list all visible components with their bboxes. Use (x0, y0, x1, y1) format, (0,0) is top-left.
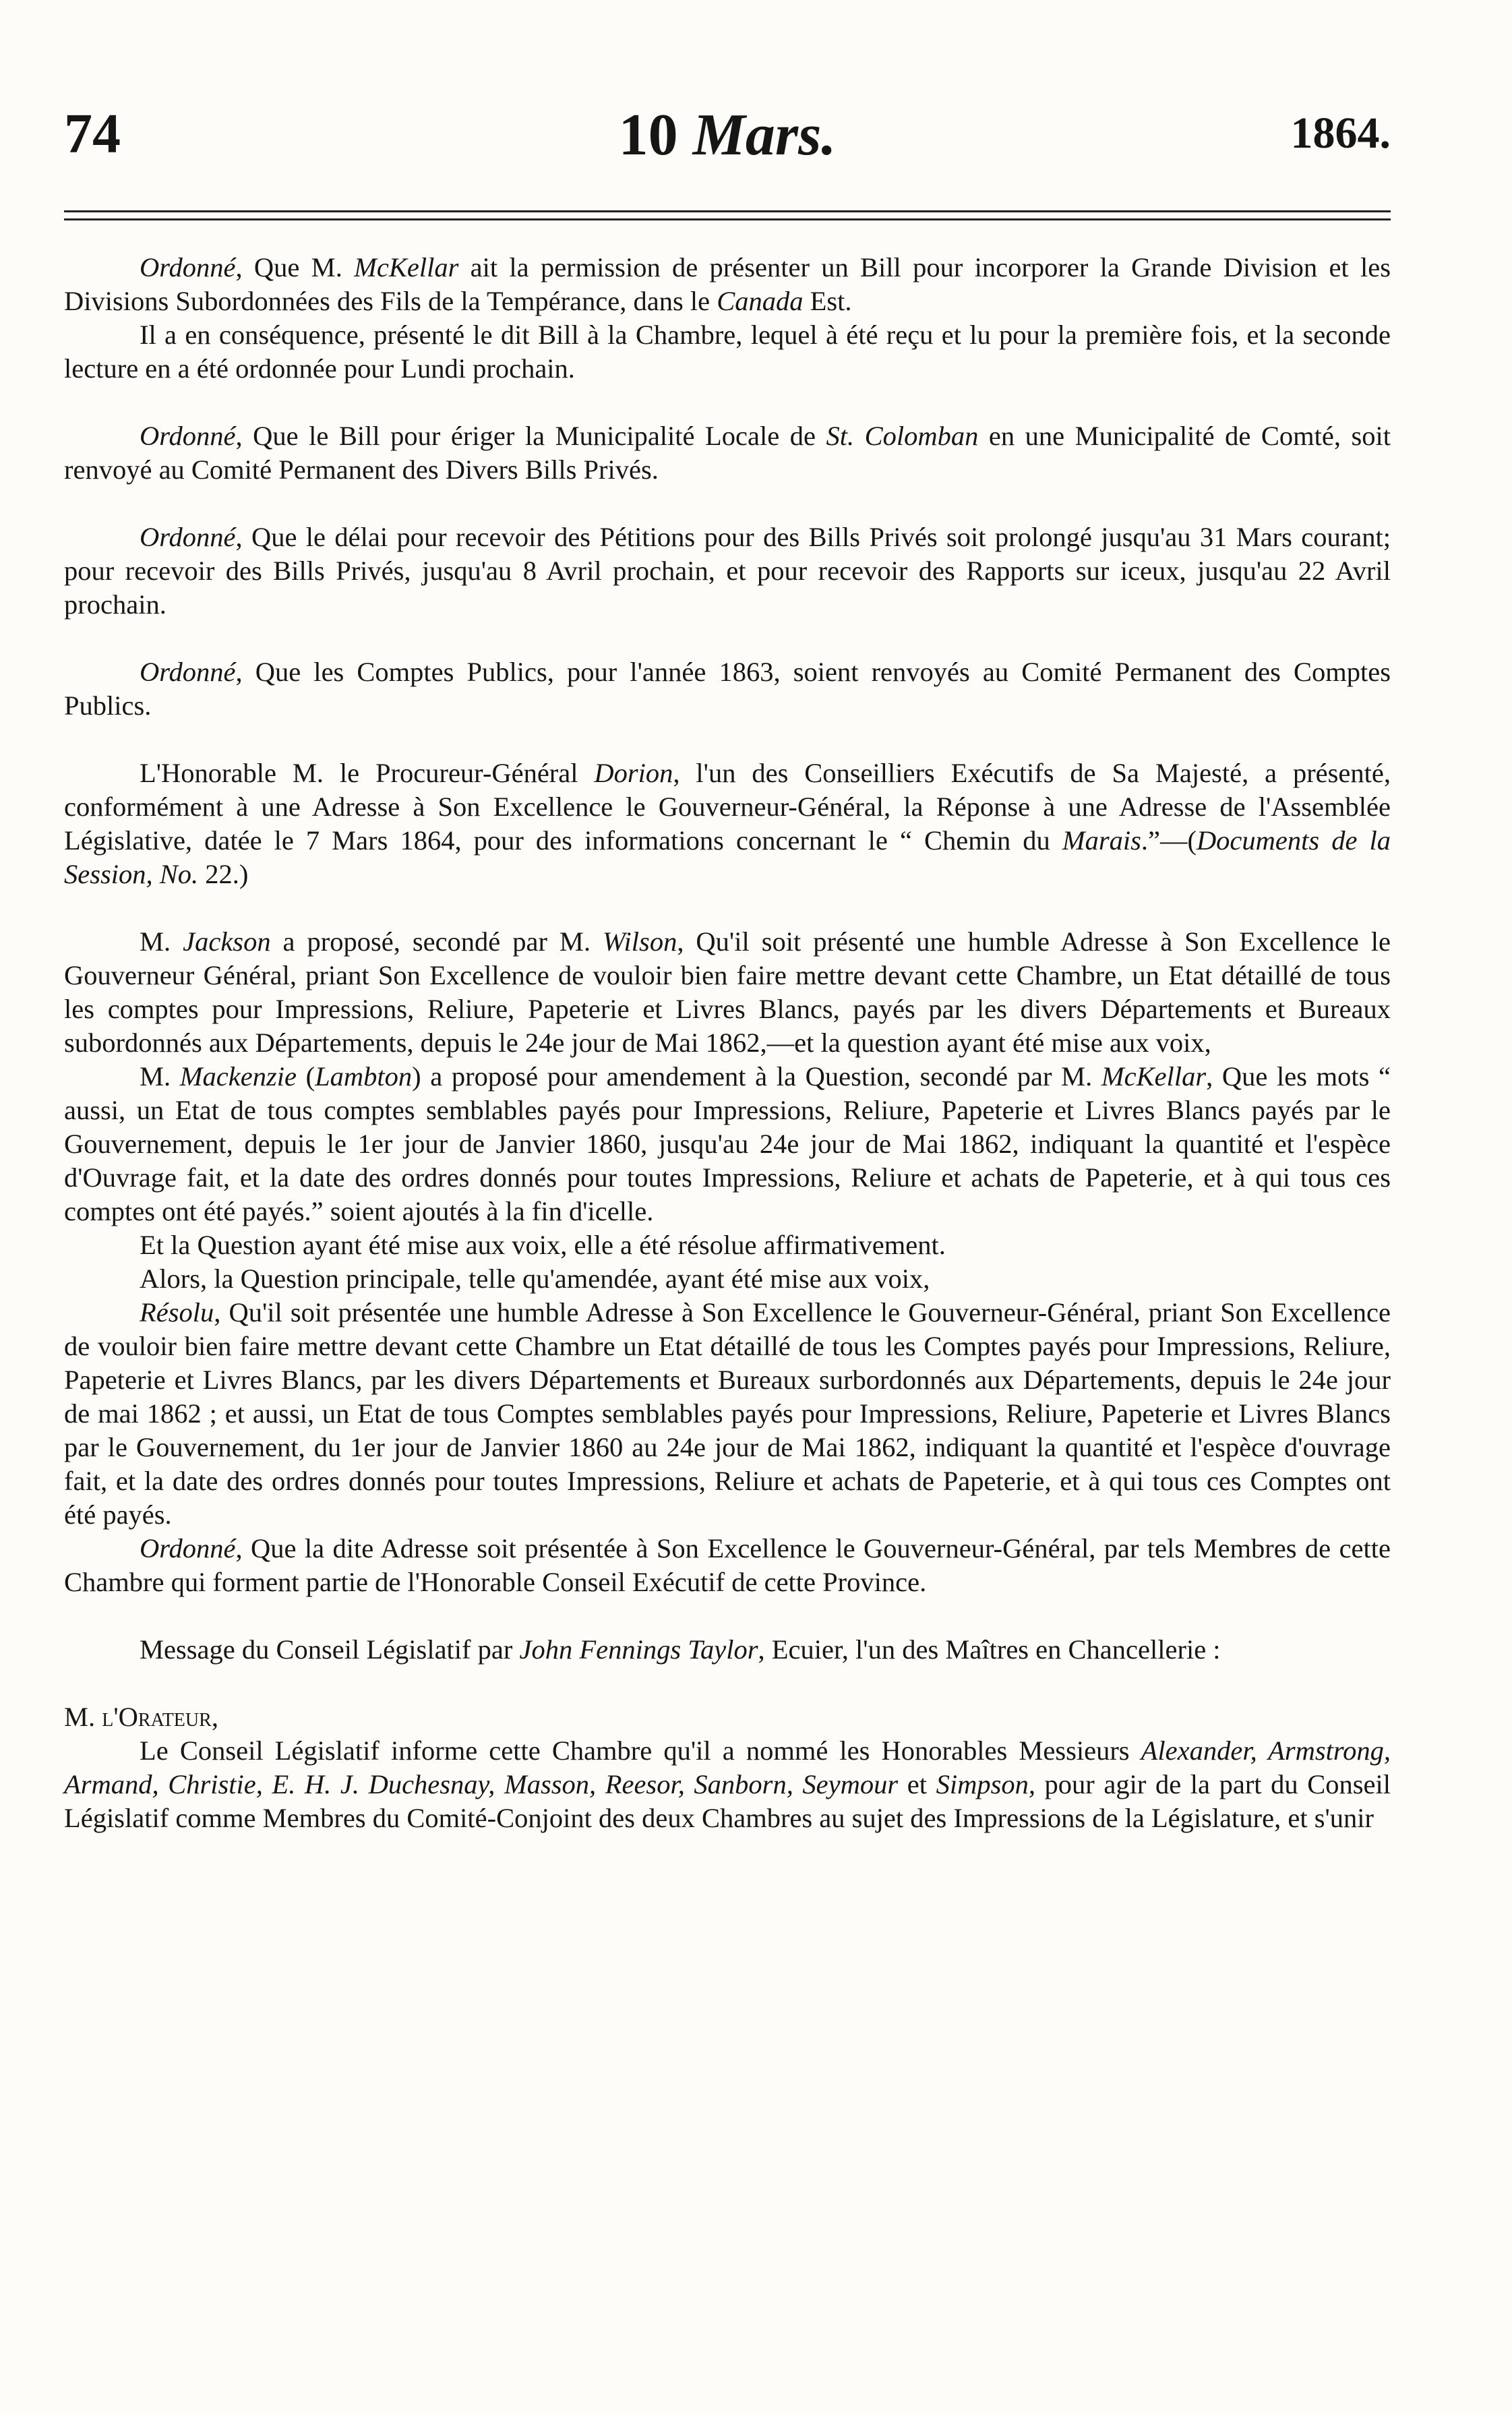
text-segment: .”—( (1141, 825, 1197, 856)
italic-text: Résolu (140, 1297, 214, 1328)
date-day: 10 (618, 102, 678, 168)
paragraph (64, 1734, 1391, 1835)
italic-text: Wilson (603, 926, 677, 957)
text-segment: Et la Question ayant été mise aux voix, elle a été résolue affirmativement. (140, 1230, 946, 1260)
text-segment: , l'un des Conseilliers Exécutifs de Sa Majesté, a présenté, conformément à une Adresse à Son Excellence le Gouverneur-Général, la Réponse à une Adresse de l'Assemblée Législative, datée le 7 Mars 1864, pour des informations concernant le “ Chemin du (64, 758, 1391, 856)
paragraph (64, 1296, 1391, 1532)
header-rule (64, 210, 1391, 212)
header-rule (64, 218, 1391, 220)
text-segment: , Ecuier, l'un des Maîtres en Chancellerie : (758, 1634, 1221, 1665)
paragraph (64, 1700, 1391, 1734)
paragraph (64, 1060, 1391, 1228)
document-body (64, 251, 1391, 1835)
text-segment: et (898, 1769, 936, 1799)
text-segment: , Que le délai pour recevoir des Pétitions pour des Bills Privés soit prolongé jusqu'au 31 Mars courant; pour recevoir des Bills Privés, jusqu'au 8 Avril prochain, et pour recevoir des Rapports sur iceux, jusqu'au 22 Avril prochain. (64, 522, 1391, 620)
paragraph (64, 1633, 1391, 1667)
text-segment: ait la permission de présenter un Bill pour incorporer la Grande Division et les Divisions Subordonnées des Fils de la Tempérance, dans le (64, 252, 1391, 316)
text-segment: en une Municipalité de Comté, soit renvoyé au Comité Permanent des Divers Bills Privés. (64, 421, 1391, 485)
italic-text: Canada (717, 286, 804, 316)
text-segment: , Que la dite Adresse soit présentée à Son Excellence le Gouverneur-Général, par tels Membres de cette Chambre qui forment partie de l'Honorable Conseil Exécutif de cette Province. (64, 1533, 1391, 1597)
paragraph (64, 251, 1391, 318)
italic-text: Ordonné (140, 1533, 236, 1563)
text-segment: L'Honorable M. le Procureur-Général (140, 758, 595, 788)
italic-text: St. Colomban (826, 421, 979, 451)
text-segment: , Qu'il soit présentée une humble Adresse à Son Excellence le Gouverneur-Général, priant Son Excellence de vouloir bien faire mettre devant cette Chambre un Etat détaillé de tous les Comptes payés pour Impressions, Reliure, Papeterie et Livres Blancs, par les divers Départements et Bureaux surbordonnés aux Départements, depuis le 24e jour de mai 1862 ; et aussi, un Etat de tous Comptes semblables payés pour Impressions, Reliure, Papeterie et Livres Blancs par le Gouvernement, du 1er jour de Janvier 1860 au 24e jour de Mai 1862, indiquant la quantité et l'espèce d'ouvrage fait, et la date des ordres donnés pour toutes Impressions, Reliure et achats de Papeterie, et à qui tous ces Comptes ont été payés. (64, 1297, 1391, 1530)
italic-text: Documents de la Session, No. (64, 825, 1391, 889)
paragraph (64, 925, 1391, 1060)
text-segment: ) a proposé pour amendement à la Question, secondé par M. (412, 1061, 1101, 1092)
italic-text: Simpson, (936, 1769, 1035, 1799)
page-number: 74 (64, 102, 121, 165)
italic-text: John Fennings Taylor (519, 1634, 758, 1665)
italic-text: Lambton (315, 1061, 413, 1092)
text-segment: Message du Conseil Législatif par (140, 1634, 520, 1665)
text-segment: , Que les Comptes Publics, pour l'année 1863, soient renvoyés au Comité Permanent des Comptes Publics. (64, 657, 1391, 721)
text-segment: M. (64, 1702, 102, 1732)
text-segment: l'Orateur (102, 1702, 212, 1732)
text-segment: pour agir de la part du Conseil Législatif comme Membres du Comité-Conjoint des deux Chambres au sujet des Impressions de la Législature, et s'unir (64, 1769, 1391, 1833)
paragraph (64, 1262, 1391, 1296)
paragraph (64, 419, 1391, 487)
italic-text: Dorion (594, 758, 673, 788)
italic-text: Mackenzie (179, 1061, 297, 1092)
text-segment: , Que M. (235, 252, 355, 282)
paragraph (64, 1228, 1391, 1262)
page-date (64, 101, 1391, 169)
text-segment: M. (140, 926, 183, 957)
page-year: 1864. (1290, 109, 1391, 158)
date-month: Mars. (692, 102, 837, 168)
italic-text: Jackson (183, 926, 271, 957)
paragraph (64, 520, 1391, 622)
text-segment: Le Conseil Législatif informe cette Chambre qu'il a nommé les Honorables Messieurs (140, 1735, 1141, 1766)
paragraph (64, 1532, 1391, 1599)
text-segment: a proposé, secondé par M. (270, 926, 603, 957)
text-segment: 22.) (198, 859, 249, 889)
text-segment: ( (296, 1061, 315, 1092)
text-segment: , (211, 1702, 218, 1732)
paragraph (64, 756, 1391, 891)
text-segment: , Que les mots “ aussi, un Etat de tous comptes semblables payés pour Impressions, Reliure, Papeterie et Livres Blancs payés par le Gouvernement, depuis le 1er jour de Janvier 1860, jusqu'au 24e jour de Mai 1862, indiquant la quantité et l'espèce d'Ouvrage fait, et la date des ordres donnés pour toutes Impressions, Reliure et achats de Papeterie, et à qui tous ces comptes ont été payés.” soient ajoutés à la fin d'icelle. (64, 1061, 1391, 1226)
paragraph (64, 655, 1391, 723)
italic-text: Alexander, Armstrong, Armand, Christie, E. H. J. Duchesnay, Masson, Reesor, Sanborn, Seymour (64, 1735, 1391, 1799)
text-segment: , Qu'il soit présenté une humble Adresse à Son Excellence le Gouverneur Général, priant Son Excellence de vouloir bien faire mettre devant cette Chambre, un Etat détaillé de tous les comptes pour Impressions, Reliure, Papeterie et Livres Blancs, payés par les divers Départements et Bureaux subordonnés aux Départements, depuis le 24e jour de Mai 1862,—et la question ayant été mise aux voix, (64, 926, 1391, 1058)
italic-text: Ordonné (140, 522, 236, 552)
italic-text: McKellar (354, 252, 459, 282)
italic-text: Marais (1062, 825, 1141, 856)
text-segment: Est. (803, 286, 852, 316)
page-header (64, 101, 1391, 182)
text-segment: , Que le Bill pour ériger la Municipalité Locale de (235, 421, 826, 451)
paragraph (64, 318, 1391, 386)
text-segment: Il a en conséquence, présenté le dit Bill à la Chambre, lequel à été reçu et lu pour la première fois, et la seconde lecture en a été ordonnée pour Lundi prochain. (64, 320, 1391, 384)
italic-text: Ordonné (140, 657, 236, 687)
italic-text: Ordonné (140, 421, 236, 451)
italic-text: Ordonné (140, 252, 236, 282)
italic-text: McKellar (1101, 1061, 1207, 1092)
text-segment: M. (140, 1061, 180, 1092)
text-segment: Alors, la Question principale, telle qu'amendée, ayant été mise aux voix, (140, 1263, 930, 1294)
